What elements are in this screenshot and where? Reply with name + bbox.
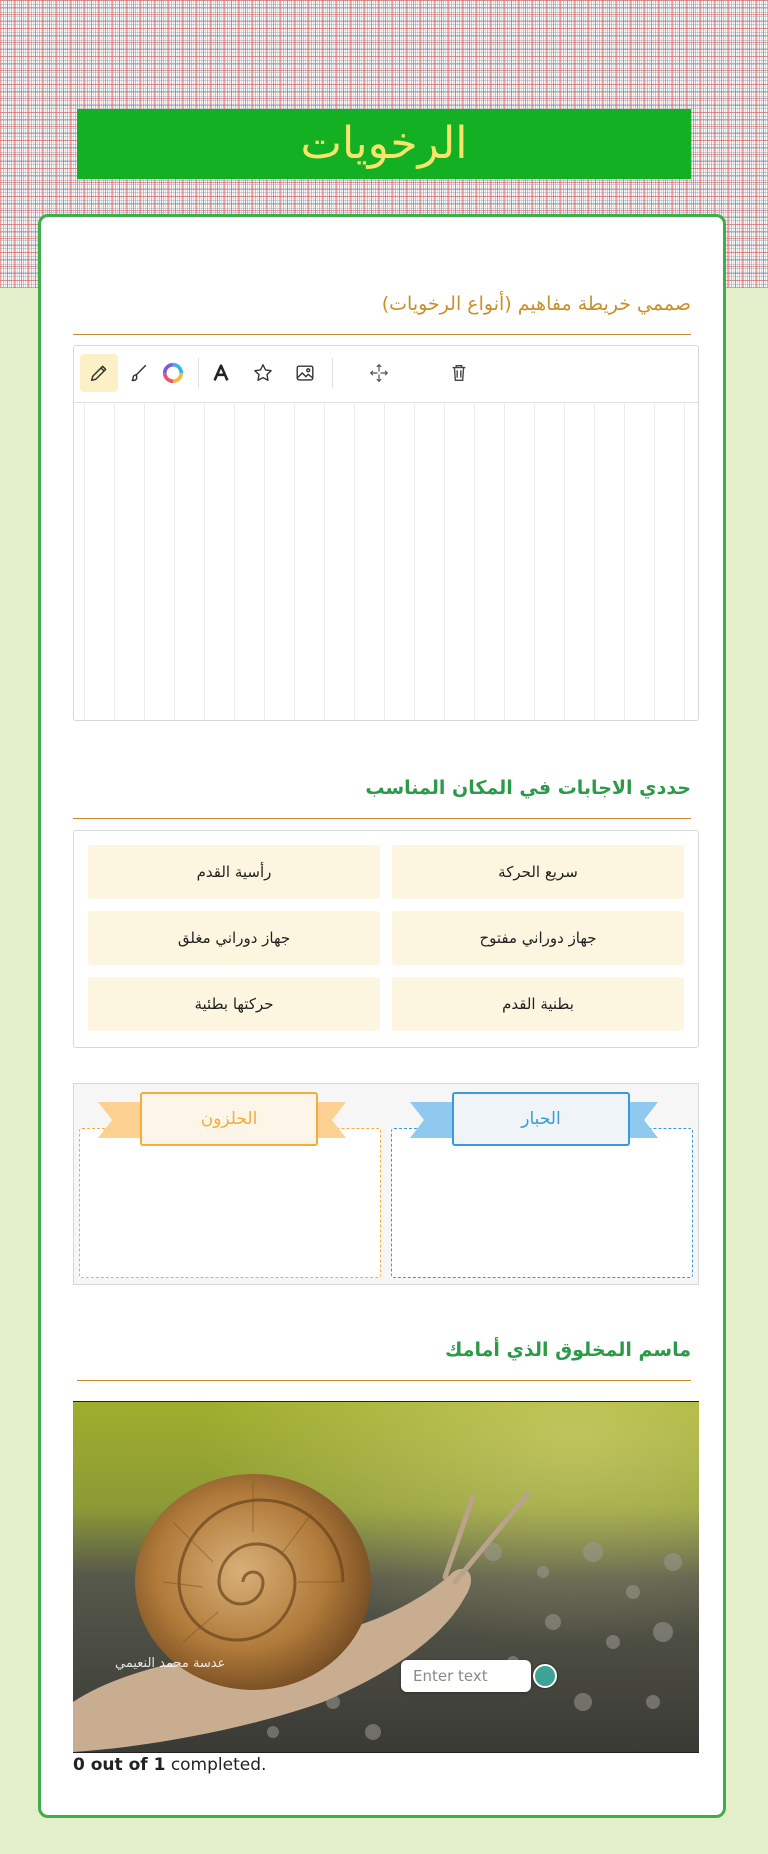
drawing-canvas[interactable] [84,402,698,720]
sorting-heading: حددي الاجابات في المكان المناسب [365,777,691,799]
drop-zone-snail[interactable] [79,1128,381,1278]
pencil-icon[interactable] [80,354,118,392]
snail-image [73,1402,699,1752]
label-image-heading: ماسم المخلوق الذي أمامك [445,1339,691,1361]
label-anchor-dot[interactable] [533,1664,557,1688]
brush-icon[interactable] [120,354,158,392]
section-divider [73,818,691,819]
photo-watermark: عدسة محمد النعيمي [115,1656,226,1671]
text-icon[interactable] [202,354,240,392]
draggable-answer[interactable]: بطنية القدم [392,977,684,1031]
group-label-squid: الحبار [452,1092,630,1146]
progress-status [73,1755,266,1775]
page-title: الرخويات [300,118,468,169]
drawing-panel [73,345,699,721]
ribbon-tail-left [98,1102,142,1138]
draggable-answer[interactable]: جهاز دوراني مغلق [88,911,380,965]
group-label-snail: الحلزون [140,1092,318,1146]
image-icon[interactable] [286,354,324,392]
draggable-answer[interactable]: سريع الحركة [392,845,684,899]
draggable-answer[interactable]: حركتها بطئية [88,977,380,1031]
star-icon[interactable] [244,354,282,392]
move-icon[interactable] [360,354,398,392]
drop-zone-squid[interactable] [391,1128,693,1278]
ribbon-tail-left [410,1102,454,1138]
answer-text-input[interactable] [401,1660,531,1692]
drawing-toolbar [74,346,698,403]
section-divider [73,334,691,335]
toolbar-separator [332,358,333,388]
section-divider [77,1380,691,1381]
snail-photo [73,1401,699,1753]
answer-bank [73,830,699,1048]
worksheet-card [38,214,726,1818]
concept-map-heading: صممي خريطة مفاهيم (أنواع الرخويات) [381,293,691,315]
color-wheel-icon[interactable] [154,354,192,392]
progress-suffix: completed. [170,1755,267,1775]
drop-zones [73,1083,699,1285]
toolbar-separator [198,358,199,388]
title-banner [77,109,691,179]
trash-icon[interactable] [440,354,478,392]
draggable-answer[interactable]: رأسية القدم [88,845,380,899]
progress-count: 0 out of 1 [73,1755,166,1775]
draggable-answer[interactable]: جهاز دوراني مفتوح [392,911,684,965]
